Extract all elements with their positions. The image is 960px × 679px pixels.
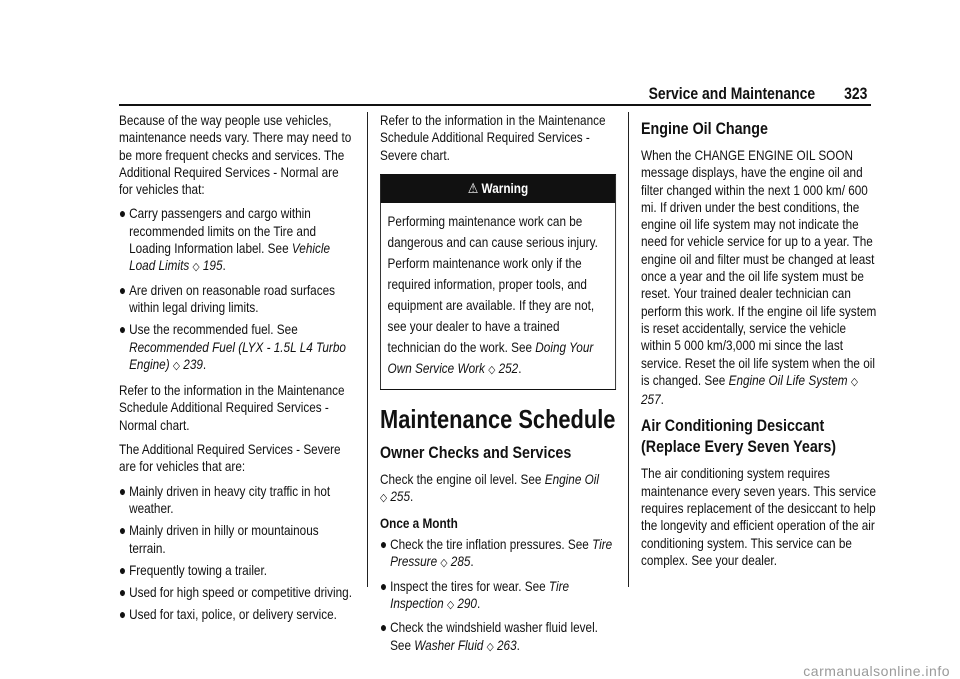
reference-link[interactable]: Engine Oil [544, 471, 600, 488]
warning-icon: ⚠ [467, 179, 479, 196]
bullet-icon: ● [119, 281, 127, 298]
paragraph: When the CHANGE ENGINE OIL SOON message displays, have the engine oil and filter changed within the next 1 000 km/ 600 mi. If driven under the best conditions, the engine oil life system may not indicate the need for vehicle service for up to a year. The engine oil and filter must be changed at least once a year and the oil life system must be reset. Your trained dealer technician can perform this work. If the engine oil life system is reset accidentally, service the vehicle within 5 000 km/3,000 mi since the last service. Reset the oil life system when the oil is changed. See Engine Oil Life System ◇ 257. [641, 147, 877, 408]
footer [0, 663, 960, 678]
page-number: 323 [843, 84, 867, 103]
reference-link[interactable]: Tire Inspection [390, 577, 570, 611]
list-item: ● Carry passengers and cargo within recommended limits on the Tire and Loading Information label. See Vehicle Load Limits ◇ 195. [119, 205, 331, 274]
bullet-icon: ● [119, 584, 127, 601]
list-item: ● Check the tire inflation pressures. See Tire Pressure ◇ 285. [380, 536, 613, 570]
bullet-icon: ● [380, 619, 388, 636]
paragraph: The air conditioning system requires maintenance every seven years. This service requires replacement of the desiccant to help the longevity and efficient operation of the air conditioning system. This service can be complex. See your dealer. [641, 465, 877, 568]
bullet-icon: ● [119, 482, 127, 499]
list-item: ● Inspect the tires for wear. See Tire Inspection ◇ 290. [380, 577, 570, 611]
warning-box [380, 174, 616, 390]
bullet-icon: ● [380, 577, 388, 594]
page-ref[interactable]: 195 [202, 257, 223, 274]
reference-link[interactable]: Washer Fluid [414, 636, 484, 653]
section-title: Service and Maintenance [648, 84, 815, 103]
page-ref-icon: ◇ [850, 375, 858, 388]
page-header [0, 0, 960, 104]
subsection-heading: Owner Checks and Services [380, 443, 572, 463]
subsection-heading: Engine Oil Change [641, 119, 768, 138]
page-ref[interactable]: 285 [450, 553, 471, 570]
column-divider [367, 112, 368, 587]
column-2 [380, 112, 616, 663]
bullet-icon: ● [119, 522, 127, 539]
page-ref[interactable]: 263 [496, 636, 517, 653]
reference-link[interactable]: Vehicle Load Limits [129, 240, 331, 274]
list-item: ● Used for high speed or competitive driving. [119, 584, 352, 601]
reference-link[interactable]: Doing Your Own Service Work [387, 339, 594, 377]
page-ref-icon: ◇ [486, 640, 494, 653]
column-1 [119, 112, 355, 631]
bullet-list-normal [119, 205, 355, 375]
header-rule [119, 104, 871, 106]
bullet-icon: ● [119, 321, 127, 338]
watermark-text: carmanualsonline.info [803, 663, 950, 679]
bullet-icon: ● [119, 561, 127, 578]
page-ref[interactable]: 255 [390, 488, 411, 505]
column-divider [628, 112, 629, 587]
reference-link[interactable]: Recommended Fuel (LYX - 1.5L L4 Turbo Engine) [129, 338, 346, 372]
bullet-icon: ● [119, 205, 127, 222]
paragraph: Refer to the information in the Maintenance Schedule Additional Required Services - Normal chart. [119, 382, 345, 433]
page-ref[interactable]: 257 [641, 391, 661, 408]
warning-body: Performing maintenance work can be dangerous and can cause serious injury. Perform maintenance work only if the required information, proper tools, and equipment are available. If they are not, see your dealer to have a trained technician do the work. See Doing Your Own Service Work ◇ 252. [387, 213, 598, 377]
subsection-heading: Air Conditioning Desiccant (Replace Every Seven Years) [641, 416, 837, 457]
paragraph: Refer to the information in the Maintenance Schedule Additional Required Services - Severe chart. [380, 112, 606, 163]
list-item: ● Used for taxi, police, or delivery service. [119, 606, 337, 623]
page-ref-icon: ◇ [380, 492, 388, 505]
paragraph: Check the engine oil level. See Engine Oil ◇ 255. [380, 471, 600, 505]
column-3 [641, 112, 877, 576]
page-ref-icon: ◇ [172, 359, 181, 372]
page-ref[interactable]: 252 [498, 360, 519, 377]
bullet-icon: ● [380, 536, 388, 553]
list-item: ● Check the windshield washer fluid level. See Washer Fluid ◇ 263. [380, 619, 598, 653]
list-item: ● Mainly driven in heavy city traffic in hot weather. [119, 482, 331, 516]
paragraph: Because of the way people use vehicles, maintenance needs vary. There may need to be more frequent checks and services. The Additional Required Services - Normal are for vehicles that: [119, 112, 352, 198]
reference-link[interactable]: Tire Pressure [390, 536, 613, 570]
bullet-icon: ● [119, 606, 127, 623]
list-item: ● Are driven on reasonable road surfaces within legal driving limits. [119, 281, 336, 315]
bullet-list-severe [119, 483, 355, 624]
page-ref[interactable]: 239 [183, 355, 203, 372]
warning-header [381, 175, 615, 203]
list-item: ● Use the recommended fuel. See Recommended Fuel (LYX - 1.5L L4 Turbo Engine) ◇ 239. [119, 321, 346, 372]
page-ref-icon: ◇ [192, 261, 200, 274]
section-heading: Maintenance Schedule [380, 404, 616, 435]
list-item: ● Mainly driven in hilly or mountainous terrain. [119, 522, 319, 556]
page-ref-icon: ◇ [440, 557, 448, 570]
page-ref[interactable]: 290 [457, 594, 477, 611]
warning-label: Warning [481, 179, 529, 196]
minor-heading: Once a Month [380, 514, 458, 531]
page-ref-icon: ◇ [488, 364, 496, 377]
list-item: ● Frequently towing a trailer. [119, 561, 268, 578]
page-ref-icon: ◇ [446, 598, 455, 611]
reference-link[interactable]: Engine Oil Life System [728, 371, 848, 388]
paragraph: The Additional Required Services - Severe are for vehicles that are: [119, 441, 341, 475]
bullet-list-monthly [380, 536, 616, 656]
